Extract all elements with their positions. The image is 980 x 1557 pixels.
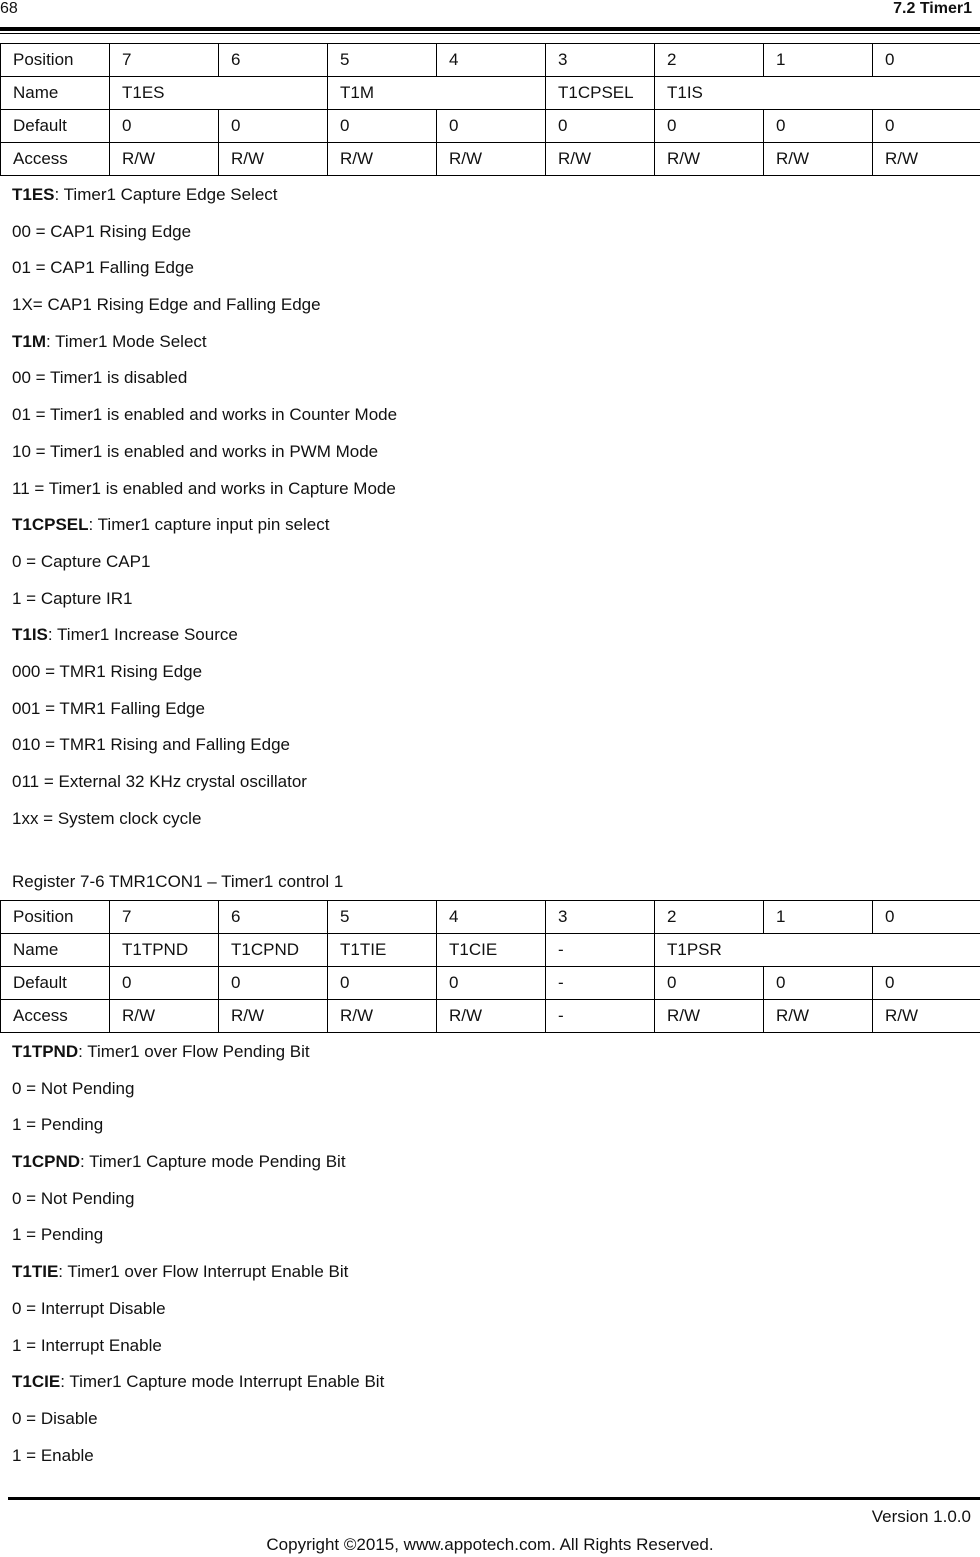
table-cell: 0 xyxy=(655,967,764,1000)
field-cell-reserved: - xyxy=(546,934,655,967)
table-cell: Default xyxy=(1,110,110,143)
table-cell: 0 xyxy=(110,110,219,143)
table-cell: R/W xyxy=(110,143,219,176)
table-cell: Position xyxy=(1,901,110,934)
table-cell: Access xyxy=(1,143,110,176)
desc-line: T1ES: Timer1 Capture Edge Select xyxy=(12,185,278,204)
desc-line: 0 = Not Pending xyxy=(12,1188,135,1208)
field-descriptions-tmr1con1 xyxy=(12,1034,972,1474)
table-cell: R/W xyxy=(219,1000,328,1033)
field-cell-t1cie: T1CIE xyxy=(437,934,546,967)
table-cell: R/W xyxy=(219,143,328,176)
footer-rule xyxy=(8,1497,980,1500)
table-row-default xyxy=(1,967,980,1000)
table-cell: 6 xyxy=(219,44,328,77)
desc-line: T1TPND: Timer1 over Flow Pending Bit xyxy=(12,1042,310,1061)
table-row-position xyxy=(1,44,980,77)
register-table-tmr1con1 xyxy=(0,900,980,1033)
table-cell: 0 xyxy=(873,967,980,1000)
desc-line: 00 = Timer1 is disabled xyxy=(12,368,188,388)
desc-line: 0 = Interrupt Disable xyxy=(12,1298,166,1318)
field-cell-t1cpnd: T1CPND xyxy=(219,934,328,967)
table-row-default xyxy=(1,110,980,143)
table-cell: Name xyxy=(1,77,110,110)
desc-line: 0 = Not Pending xyxy=(12,1078,135,1098)
desc-line: 1xx = System clock cycle xyxy=(12,808,202,828)
desc-line: T1IS: Timer1 Increase Source xyxy=(12,625,238,645)
table-cell: 1 xyxy=(764,901,873,934)
page-header xyxy=(0,0,980,36)
table-cell: R/W xyxy=(764,1000,873,1033)
desc-line: 01 = CAP1 Falling Edge xyxy=(12,258,194,278)
desc-line: 1 = Pending xyxy=(12,1115,104,1135)
header-rule-thin xyxy=(0,33,980,34)
table-cell: 0 xyxy=(873,44,980,77)
field-cell-t1tie: T1TIE xyxy=(328,934,437,967)
desc-line: 1 = Interrupt Enable xyxy=(12,1335,162,1355)
table-cell: Default xyxy=(1,967,110,1000)
table-cell: 1 xyxy=(764,44,873,77)
table-cell: 7 xyxy=(110,901,219,934)
table-cell: 4 xyxy=(437,901,546,934)
field-descriptions-tmr1con0 xyxy=(12,177,972,837)
table-cell: Position xyxy=(1,44,110,77)
table-cell: R/W xyxy=(655,1000,764,1033)
desc-line: 011 = External 32 KHz crystal oscillator xyxy=(12,772,307,791)
desc-line: T1CPSEL: Timer1 capture input pin select xyxy=(12,515,330,535)
table-cell: R/W xyxy=(546,143,655,176)
table-cell: - xyxy=(546,1000,655,1033)
table-cell: 2 xyxy=(655,901,764,934)
desc-line: 010 = TMR1 Rising and Falling Edge xyxy=(12,735,290,755)
table-cell: R/W xyxy=(873,143,980,176)
desc-line: 1 = Capture IR1 xyxy=(12,588,133,608)
table-row-name xyxy=(1,77,980,110)
table-cell: R/W xyxy=(873,1000,980,1033)
desc-line: 1X= CAP1 Rising Edge and Falling Edge xyxy=(12,295,321,315)
table-cell: 0 xyxy=(873,110,980,143)
table-cell: 6 xyxy=(219,901,328,934)
desc-line: 001 = TMR1 Falling Edge xyxy=(12,698,205,718)
table-row-position xyxy=(1,901,980,934)
desc-line: 1 = Enable xyxy=(12,1445,94,1465)
table-cell: R/W xyxy=(328,1000,437,1033)
table-cell: Access xyxy=(1,1000,110,1033)
field-cell-t1cpsel: T1CPSEL xyxy=(546,77,655,110)
table-row-name xyxy=(1,934,980,967)
table-cell: R/W xyxy=(328,143,437,176)
desc-line: 0 = Disable xyxy=(12,1408,98,1428)
desc-line: 01 = Timer1 is enabled and works in Counter Mode xyxy=(12,405,398,425)
table-cell: R/W xyxy=(764,143,873,176)
desc-line: T1TIE: Timer1 over Flow Interrupt Enable Bit xyxy=(12,1262,349,1282)
table-cell: 7 xyxy=(110,44,219,77)
version-label: Version 1.0.0 xyxy=(871,1507,971,1526)
table-cell: Name xyxy=(1,934,110,967)
table-cell: 2 xyxy=(655,44,764,77)
desc-line: T1M: Timer1 Mode Select xyxy=(12,331,207,351)
field-cell-t1m: T1M xyxy=(328,77,546,110)
table-cell: 0 xyxy=(873,901,980,934)
field-cell-t1is: T1IS xyxy=(655,77,980,110)
table-cell: 0 xyxy=(219,110,328,143)
field-cell-t1tpnd: T1TPND xyxy=(110,934,219,967)
page-number: 68 xyxy=(0,0,18,17)
header-rule-thick xyxy=(0,27,980,31)
table-cell: 0 xyxy=(437,967,546,1000)
table-cell: 0 xyxy=(655,110,764,143)
table-cell: 0 xyxy=(219,967,328,1000)
table-row-access xyxy=(1,143,980,176)
table-cell: 3 xyxy=(546,901,655,934)
desc-line: 1 = Pending xyxy=(12,1225,104,1245)
table-cell: 0 xyxy=(437,110,546,143)
desc-line: T1CPND: Timer1 Capture mode Pending Bit xyxy=(12,1152,346,1172)
section-title: 7.2 Timer1 xyxy=(893,0,972,17)
register-caption: Register 7-6 TMR1CON1 – Timer1 control 1 xyxy=(12,872,344,891)
table-cell: 0 xyxy=(328,110,437,143)
register-table-tmr1con0 xyxy=(0,43,980,176)
table-cell: 5 xyxy=(328,44,437,77)
desc-line: 0 = Capture CAP1 xyxy=(12,551,151,571)
table-cell: 5 xyxy=(328,901,437,934)
desc-line: 11 = Timer1 is enabled and works in Capture Mode xyxy=(12,478,396,498)
desc-line: T1CIE: Timer1 Capture mode Interrupt Enable Bit xyxy=(12,1372,385,1392)
table-cell: - xyxy=(546,967,655,1000)
table-cell: 4 xyxy=(437,44,546,77)
table-cell: R/W xyxy=(110,1000,219,1033)
desc-line: 10 = Timer1 is enabled and works in PWM Mode xyxy=(12,441,379,461)
table-cell: R/W xyxy=(437,1000,546,1033)
table-row-access xyxy=(1,1000,980,1033)
table-cell: 0 xyxy=(328,967,437,1000)
table-cell: 0 xyxy=(110,967,219,1000)
field-cell-t1psr: T1PSR xyxy=(655,934,980,967)
table-cell: 0 xyxy=(546,110,655,143)
table-cell: 3 xyxy=(546,44,655,77)
table-cell: R/W xyxy=(655,143,764,176)
desc-line: 00 = CAP1 Rising Edge xyxy=(12,221,192,241)
table-cell: 0 xyxy=(764,110,873,143)
table-cell: 0 xyxy=(764,967,873,1000)
field-cell-t1es: T1ES xyxy=(110,77,328,110)
copyright-notice: Copyright ©2015, www.appotech.com. All Rights Reserved. xyxy=(266,1535,714,1554)
desc-line: 000 = TMR1 Rising Edge xyxy=(12,661,203,681)
table-cell: R/W xyxy=(437,143,546,176)
